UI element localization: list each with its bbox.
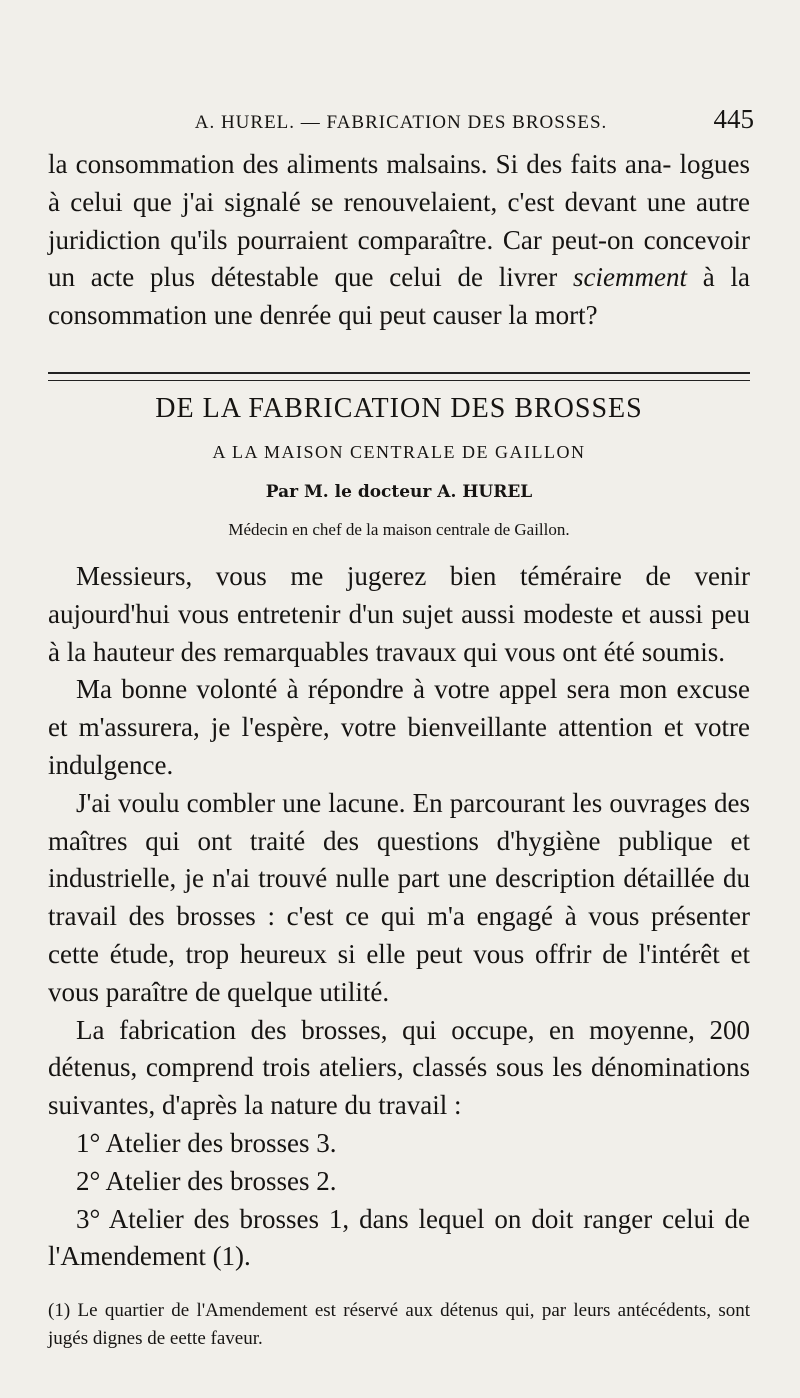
continuation-line: la consommation des aliments malsains. Si des faits ana- bbox=[48, 149, 672, 179]
continuation-line: peut-on concevoir un acte plus détestable que celui de bbox=[48, 224, 751, 293]
continuation-line: à la consommation une denrée qui peut bbox=[48, 262, 750, 331]
author-affiliation: Médecin en chef de la maison centrale de Gaillon. bbox=[228, 520, 570, 539]
running-title: A. HUREL. — FABRICATION DES BROSSES. bbox=[194, 112, 608, 133]
author-byline: Par M. le docteur A. HUREL bbox=[265, 482, 533, 502]
continuation-line: livrer bbox=[498, 262, 574, 293]
continuation-text bbox=[48, 146, 750, 335]
paragraph: J'ai voulu combler une lacune. En parcourant les ouvrages des maîtres qui ont traité des questions d'hygiène publique et industrielle, je n'ai trouvé nulle part une description détaillée du travail des brosses : c'est ce qui m'a engagé à vous présenter cette étude, trop heureux si elle peut vous offrir de l'intérêt et vous paraître de quelque utilité. bbox=[48, 787, 750, 1007]
emphasis-sciemment: sciemment bbox=[573, 262, 687, 293]
list-item: 3° Atelier des brosses 1, dans lequel on doit ranger celui de l'Amendement (1). bbox=[48, 1203, 750, 1272]
page-number: 445 bbox=[713, 104, 754, 134]
paragraph: Ma bonne volonté à répondre à votre appel sera mon excuse et m'assurera, je l'espère, votre bienveillante attention et votre indulgence. bbox=[48, 674, 750, 780]
continuation-line: logues à celui que j'ai signalé se renouvelaient, c'est devant bbox=[48, 149, 751, 217]
section-divider bbox=[48, 372, 750, 381]
paragraph: La fabrication des brosses, qui occupe, en moyenne, 200 détenus, comprend trois ateliers, classés sous les dénominations suivantes, d'après la nature du travail : bbox=[48, 1014, 750, 1121]
article-title: DE LA FABRICATION DES BROSSES bbox=[155, 393, 643, 424]
list-item: 2° Atelier des brosses 2. bbox=[76, 1165, 337, 1196]
article-subtitle: A LA MAISON CENTRALE DE GAILLON bbox=[212, 442, 586, 462]
footnote: (1) Le quartier de l'Amendement est réservé aux détenus qui, par leurs antécédents, sont jugés dignes de eette faveur. bbox=[48, 1300, 750, 1349]
continuation-line: une autre juridiction qu'ils pourraient comparaître. Car bbox=[48, 186, 750, 255]
paragraph: Messieurs, vous me jugerez bien téméraire de venir aujourd'hui vous entretenir d'un sujet aussi modeste et aussi peu à la hauteur des remarquables travaux qui vous ont été soumis. bbox=[48, 561, 750, 667]
article-body bbox=[48, 558, 750, 1276]
continuation-line: causer la mort? bbox=[432, 300, 598, 331]
running-head bbox=[48, 102, 754, 142]
list-item: 1° Atelier des brosses 3. bbox=[76, 1127, 337, 1158]
